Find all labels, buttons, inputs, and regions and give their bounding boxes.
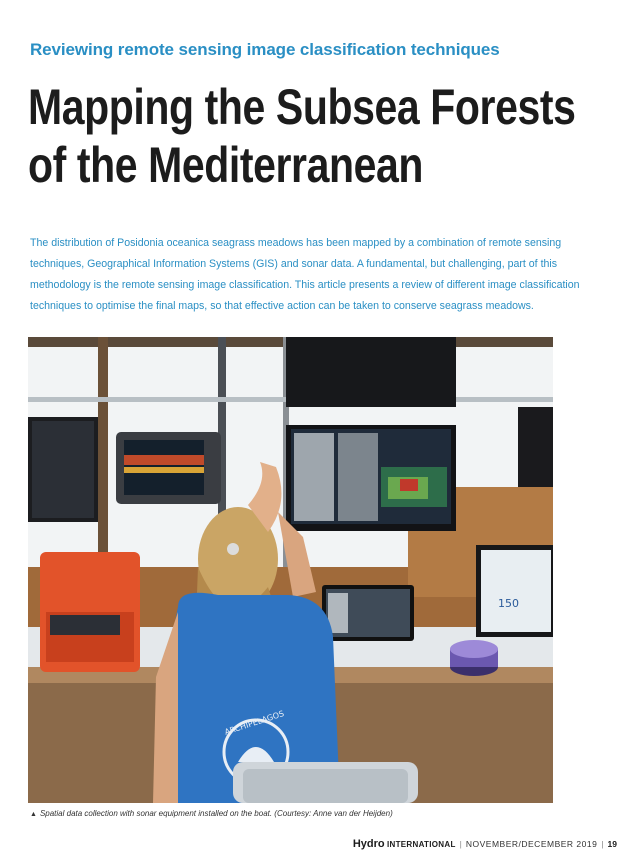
page-number: 19 bbox=[607, 839, 617, 849]
article-title bbox=[28, 78, 618, 194]
footer-issue: NOVEMBER/DECEMBER 2019 bbox=[465, 839, 598, 849]
caption-text: Spatial data collection with sonar equipment installed on the boat. (Courtesy: Anne van der Heijden) bbox=[39, 809, 393, 818]
footer-brand: Hydro bbox=[352, 838, 385, 850]
footer-divider-2: | bbox=[601, 839, 604, 849]
photo-caption bbox=[30, 809, 590, 818]
article-kicker: Reviewing remote sensing image classification techniques bbox=[30, 40, 500, 59]
footer-divider: | bbox=[459, 839, 462, 849]
article-intro: The distribution of Posidonia oceanica seagrass meadows has been mapped by a combination of remote sensing techniques, Geographical Information Systems (GIS) and sonar data. A fundamental, but challenging, part of this methodology is the remote sensing image classification. This article presents a review of different image classification techniques to optimise the final maps, so that effective action can be taken to conserve seagrass meadows. bbox=[30, 237, 580, 312]
article-photo bbox=[28, 337, 553, 803]
screen-number: 150 bbox=[498, 597, 519, 610]
title-line-1: Mapping the Subsea Forests bbox=[28, 79, 576, 135]
page-footer bbox=[353, 838, 617, 850]
shirt-text: ARCHIPELAGOS bbox=[223, 709, 286, 737]
triangle-up-icon: ▲ bbox=[30, 811, 37, 818]
title-line-2: of the Mediterranean bbox=[28, 137, 424, 193]
footer-brand-suffix: INTERNATIONAL bbox=[387, 840, 456, 849]
